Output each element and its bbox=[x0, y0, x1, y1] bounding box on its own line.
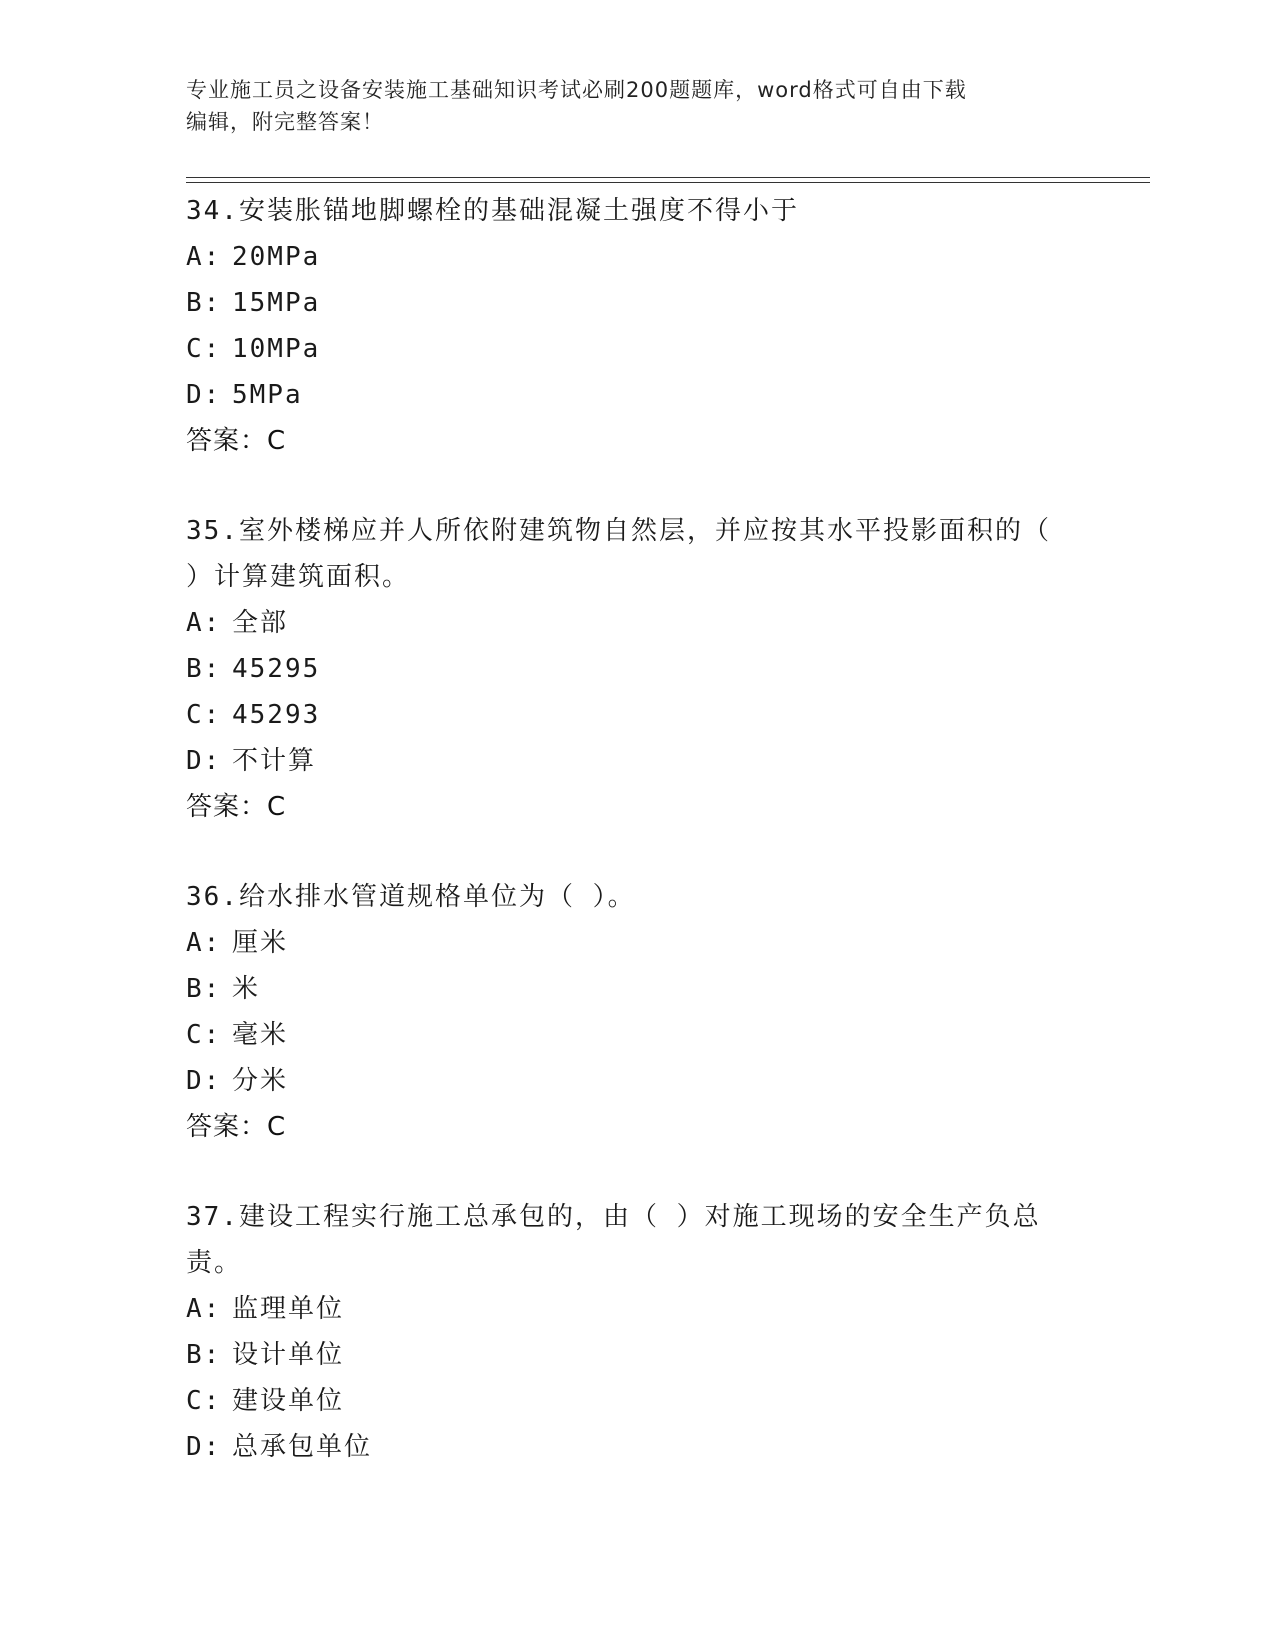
header-divider-bottom bbox=[186, 182, 1150, 183]
option-value: 监理单位 bbox=[232, 1294, 345, 1324]
option-key: D: bbox=[186, 380, 222, 410]
option-key: B: bbox=[186, 654, 222, 684]
option-key: A: bbox=[186, 1294, 222, 1324]
option-key: B: bbox=[186, 1340, 222, 1370]
option-key: A: bbox=[186, 608, 222, 638]
option-key: A: bbox=[186, 928, 222, 958]
option-value: 厘米 bbox=[232, 928, 289, 958]
option-key: C: bbox=[186, 700, 222, 730]
option-a bbox=[186, 600, 1086, 646]
question-text-continued: 责。 bbox=[186, 1248, 243, 1278]
option-b bbox=[186, 966, 1086, 1012]
option-value: 20MPa bbox=[232, 242, 321, 272]
option-value: 分米 bbox=[232, 1066, 289, 1096]
option-value: 米 bbox=[232, 974, 261, 1004]
option-key: D: bbox=[186, 1432, 222, 1462]
option-b bbox=[186, 646, 1086, 692]
option-b bbox=[186, 1332, 1086, 1378]
option-d bbox=[186, 372, 1086, 418]
option-a bbox=[186, 920, 1086, 966]
option-b bbox=[186, 280, 1086, 326]
question-text-continued: ）计算建筑面积。 bbox=[186, 562, 411, 592]
option-key: A: bbox=[186, 242, 222, 272]
option-value: 15MPa bbox=[232, 288, 321, 318]
option-value: 设计单位 bbox=[232, 1340, 345, 1370]
question-text: 35.室外楼梯应并人所依附建筑物自然层，并应按其水平投影面积的（ bbox=[186, 516, 1051, 546]
question-text: 36.给水排水管道规格单位为（ ）。 bbox=[186, 882, 636, 912]
question-36 bbox=[186, 874, 1086, 1150]
option-key: C: bbox=[186, 1386, 222, 1416]
header-line-1: 专业施工员之设备安装施工基础知识考试必刷200题题库，word格式可自由下载 bbox=[186, 78, 967, 102]
option-key: B: bbox=[186, 288, 222, 318]
question-text: 34.安装胀锚地脚螺栓的基础混凝土强度不得小于 bbox=[186, 196, 799, 226]
option-key: C: bbox=[186, 1020, 222, 1050]
answer-line: 答案：C bbox=[186, 792, 287, 822]
option-a bbox=[186, 234, 1086, 280]
option-key: C: bbox=[186, 334, 222, 364]
option-key: B: bbox=[186, 974, 222, 1004]
option-a bbox=[186, 1286, 1086, 1332]
option-d bbox=[186, 1424, 1086, 1470]
option-key: D: bbox=[186, 1066, 222, 1096]
option-c bbox=[186, 1378, 1086, 1424]
option-value: 45293 bbox=[232, 700, 321, 730]
question-35 bbox=[186, 508, 1086, 830]
option-c bbox=[186, 1012, 1086, 1058]
header-line-2: 编辑，附完整答案！ bbox=[186, 110, 384, 134]
question-34 bbox=[186, 188, 1086, 464]
question-text: 37.建设工程实行施工总承包的，由（ ）对施工现场的安全生产负总 bbox=[186, 1202, 1041, 1232]
option-key: D: bbox=[186, 746, 222, 776]
answer-line: 答案：C bbox=[186, 1112, 287, 1142]
option-d bbox=[186, 1058, 1086, 1104]
option-value: 建设单位 bbox=[232, 1386, 345, 1416]
option-c bbox=[186, 692, 1086, 738]
option-value: 不计算 bbox=[232, 746, 317, 776]
option-value: 毫米 bbox=[232, 1020, 289, 1050]
question-37 bbox=[186, 1194, 1086, 1470]
option-d bbox=[186, 738, 1086, 784]
option-value: 10MPa bbox=[232, 334, 321, 364]
option-value: 总承包单位 bbox=[232, 1432, 373, 1462]
option-value: 5MPa bbox=[232, 380, 303, 410]
option-value: 全部 bbox=[232, 608, 289, 638]
document-header bbox=[186, 74, 1066, 138]
header-divider-top bbox=[186, 177, 1150, 178]
option-value: 45295 bbox=[232, 654, 321, 684]
answer-line: 答案：C bbox=[186, 426, 287, 456]
option-c bbox=[186, 326, 1086, 372]
